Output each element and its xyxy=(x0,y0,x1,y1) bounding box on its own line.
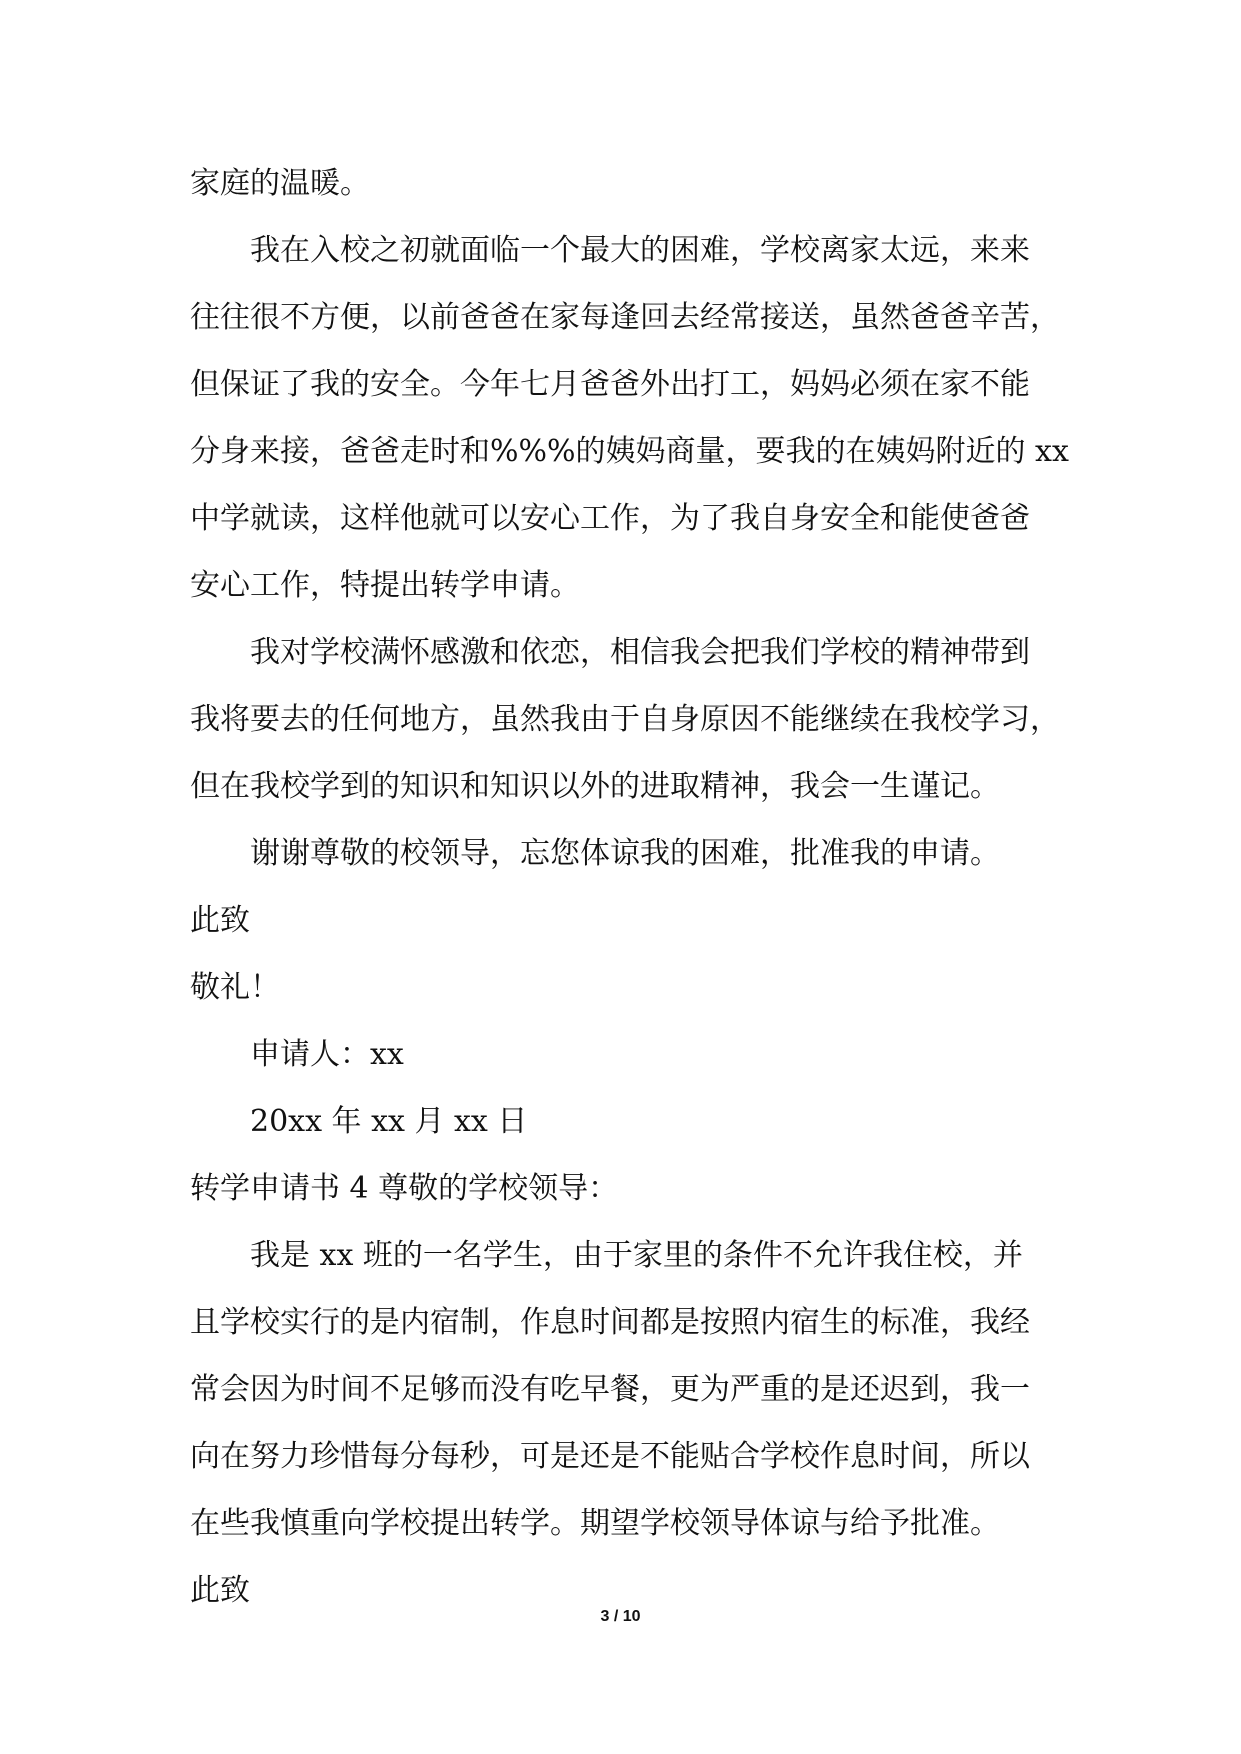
text-line: 且学校实行的是内宿制，作息时间都是按照内宿生的标准，我经 xyxy=(190,1305,1030,1340)
text-line: 家庭的温暖。 xyxy=(190,166,370,201)
text-line: 往往很不方便，以前爸爸在家每逢回去经常接送，虽然爸爸辛苦， xyxy=(190,300,1060,335)
text-line: 但在我校学到的知识和知识以外的进取精神，我会一生谨记。 xyxy=(190,769,1000,804)
document-body xyxy=(190,150,1070,1624)
page-number: 3 / 10 xyxy=(600,1608,641,1625)
text-line: 分身来接，爸爸走时和%%%的姨妈商量，要我的在姨妈附近的 xx xyxy=(190,434,1069,469)
text-line: 我将要去的任何地方，虽然我由于自身原因不能继续在我校学习， xyxy=(190,702,1060,737)
salutation-regards: 敬礼！ xyxy=(190,970,280,1005)
text-line: 但保证了我的安全。今年七月爸爸外出打工，妈妈必须在家不能 xyxy=(190,367,1030,402)
text-line: 谢谢尊敬的校领导，忘您体谅我的困难，批准我的申请。 xyxy=(250,836,1000,871)
text-line: 我对学校满怀感激和依恋，相信我会把我们学校的精神带到 xyxy=(250,635,1030,670)
text-line: 我在入校之初就面临一个最大的困难，学校离家太远，来来 xyxy=(250,233,1030,268)
text-line: 常会因为时间不足够而没有吃早餐，更为严重的是还迟到，我一 xyxy=(190,1372,1030,1407)
text-line: 安心工作，特提出转学申请。 xyxy=(190,568,580,603)
text-line: 我是 xx 班的一名学生，由于家里的条件不允许我住校，并 xyxy=(250,1238,1023,1273)
applicant-signature: 申请人：xx xyxy=(250,1037,404,1072)
text-line: 向在努力珍惜每分每秒，可是还是不能贴合学校作息时间，所以 xyxy=(190,1439,1030,1474)
salutation-closing: 此致 xyxy=(190,1573,250,1608)
signature-date: 20xx 年 xx 月 xx 日 xyxy=(250,1104,528,1139)
text-line: 在些我慎重向学校提出转学。期望学校领导体谅与给予批准。 xyxy=(190,1506,1000,1541)
text-line: 中学就读，这样他就可以安心工作，为了我自身安全和能使爸爸 xyxy=(190,501,1030,536)
salutation-closing: 此致 xyxy=(190,903,250,938)
section-heading: 转学申请书 4 尊敬的学校领导： xyxy=(190,1171,619,1206)
